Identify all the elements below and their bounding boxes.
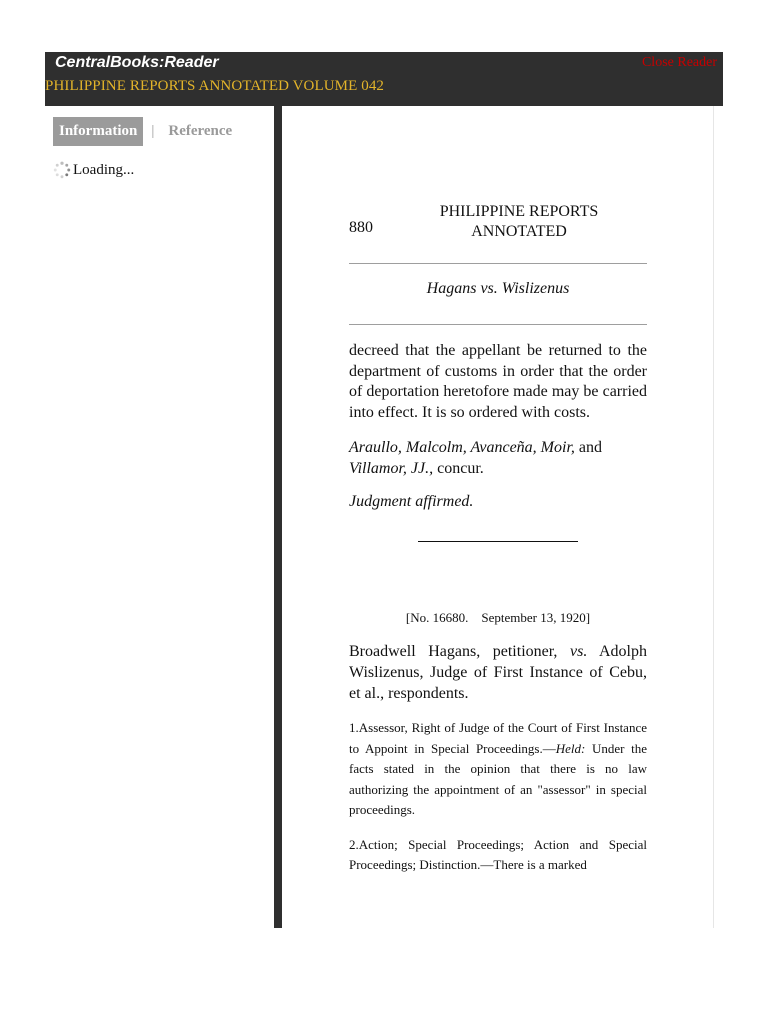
page-edge [713,106,714,928]
parties-petitioner: Broadwell Hagans, petitioner, [349,643,570,661]
parties [349,642,647,704]
judgment-line: Judgment affirmed. [349,493,474,511]
tab-information[interactable]: Information [53,117,143,146]
sidebar-tabs [53,116,238,146]
book-page [349,195,647,876]
concur-justices: Araullo, Malcolm, Avanceña, Moir, [349,439,575,457]
loading-indicator [53,161,134,179]
case-rule [349,324,647,325]
tab-reference[interactable]: Reference [168,122,233,139]
viewport-clip [282,928,768,1024]
concur-suffix: concur. [433,460,484,478]
parties-respondent: Adolph Wislizenus, Judge of First Instance of Cebu, et al., respondents. [349,643,647,702]
concur-justices-2: Villamor, JJ., [349,460,434,478]
case-title: Hagans vs. Wislizenus [426,280,570,297]
app-title: CentralBooks:Reader [55,54,219,71]
loading-text: Loading... [73,161,135,178]
parties-vs: vs. [569,643,588,661]
reporter-title-line1: PHILIPPINE REPORTS [439,203,599,220]
syllabus-1-heading: 1.Assessor, Right of Judge of the Court of First Instance to Appoint in Special Proceedings.— [349,720,647,756]
reader-header [45,52,723,106]
section-rule [418,541,578,542]
page-header [349,195,647,245]
paragraph-decree: decreed that the appellant be returned to the department of customs in order that the order of deportation heretofore made may be carried into effect. It is so ordered with costs. [349,342,647,421]
spinner-icon [53,161,71,179]
volume-title: PHILIPPINE REPORTS ANNOTATED VOLUME 042 [45,78,385,94]
syllabus-1-held: Held: [555,740,586,756]
page-number: 880 [349,219,373,236]
tab-separator: | [151,122,155,139]
concur-and: and [574,439,603,457]
syllabus-1-text: Under the facts stated in the opinion that there is no law authorizing the appointment of an "assessor" in special proceedings. [349,740,647,818]
reporter-title [419,202,619,242]
close-reader-button[interactable]: Close Reader [641,55,717,70]
top-rule [349,263,647,264]
reporter-title-line2: ANNOTATED [471,223,567,240]
syllabus-item-1 [349,718,647,821]
panel-divider[interactable] [274,106,282,928]
syllabus-item-2: 2.Action; Special Proceedings; Action and Special Proceedings; Distinction.—There is a marked [349,836,647,873]
docket-line: [No. 16680. September 13, 1920] [405,610,591,626]
sidebar [45,106,274,928]
concurrence [349,437,647,479]
